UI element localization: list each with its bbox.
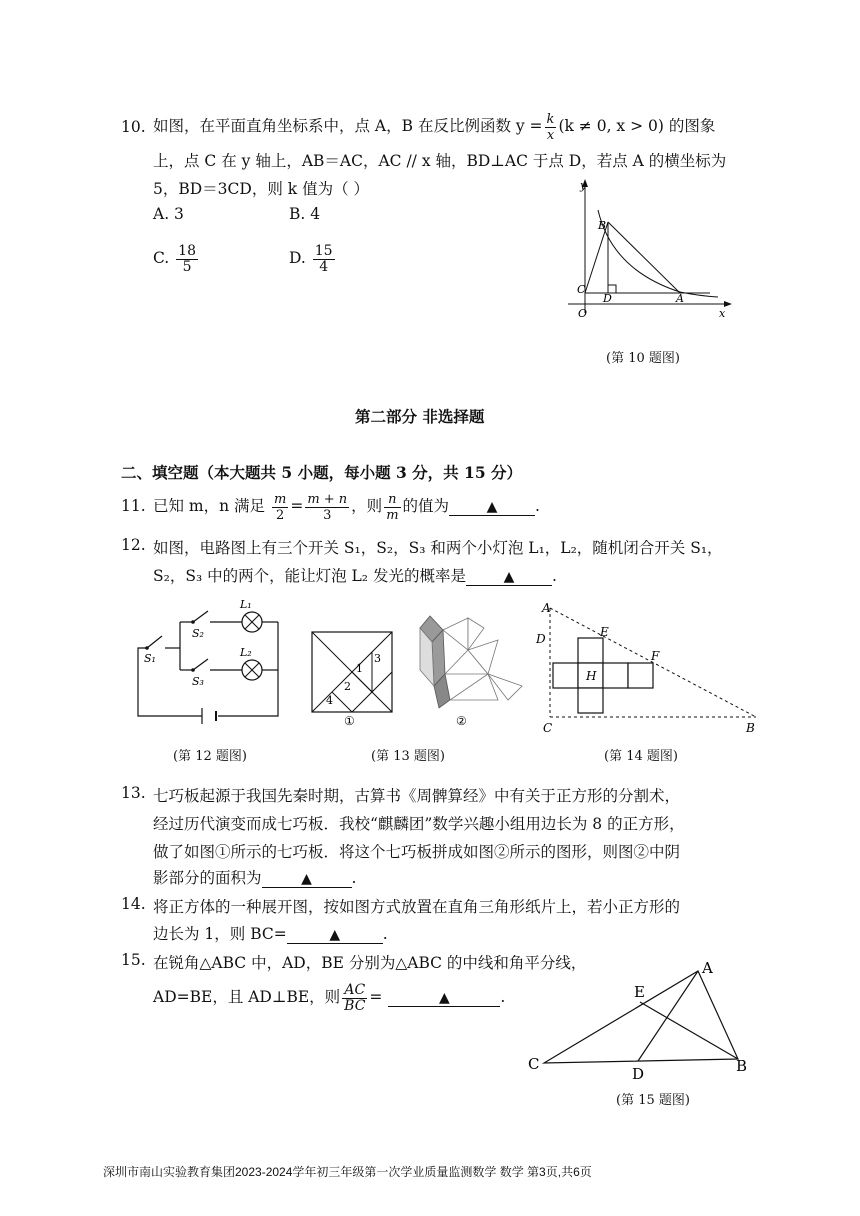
fig10-label-b: B [598, 219, 607, 232]
fig14-label-a: A [542, 601, 551, 615]
fig15-label-a: A [702, 959, 713, 977]
fig15-label-e: E [634, 983, 645, 1001]
section2-title: 二、填空题（本大题共 5 小题，每小题 3 分，共 15 分） [121, 463, 523, 482]
tangram2-piece-a [443, 618, 468, 650]
q15-line2 [153, 977, 505, 1017]
q10-option-d-frac [313, 244, 335, 275]
q10-option-c-num: 18 [178, 242, 196, 259]
q15-frac-den: BC [344, 997, 366, 1014]
q12-line2-text: S₂，S₃ 中的两个，能让灯泡 L₂ 发光的概率是 [153, 567, 466, 585]
fig10-label-d: D [603, 292, 612, 305]
q13-line3: 做了如图①所示的七巧板．将这个七巧板拼成如图②所示的图形，则图②中阴 [153, 843, 681, 861]
q11-frac2-den: 3 [323, 507, 332, 523]
q11-frac1-num: m [273, 491, 287, 507]
q10-line2: 上，点 C 在 y 轴上，AB＝AC，AC // x 轴，BD⊥AC 于点 D，若点 A 的横坐标为 [153, 152, 727, 170]
net-square-left [553, 663, 578, 688]
q14-answer-blank[interactable]: ▲ [287, 927, 383, 944]
fig13-label-circle2: ② [456, 714, 467, 728]
q10-option-d [289, 238, 337, 278]
q15-line1: 在锐角△ABC 中，AD，BE 分别为△ABC 的中线和角平分线， [153, 954, 587, 972]
fig10-label-c: C [577, 283, 586, 296]
fig14-caption: (第 14 题图) [604, 749, 678, 764]
q10-option-c [153, 238, 200, 278]
fig15-label-d: D [632, 1065, 645, 1083]
q13-line4 [153, 866, 356, 888]
fig14-label-e: E [600, 625, 609, 639]
q10-option-c-frac [176, 244, 198, 275]
q11-frac3-den: m [386, 507, 399, 523]
fig12-caption: (第 12 题图) [173, 749, 247, 764]
tangram-cut-e [332, 692, 352, 712]
q12-end: . [551, 567, 557, 585]
fig10-label-a: A [676, 292, 684, 305]
fig14-label-d: D [536, 632, 546, 646]
fig14-label-h: H [586, 669, 597, 683]
fig10-label-x: x [719, 307, 726, 320]
figure-10 [560, 175, 740, 325]
q13-line4-text: 影部分的面积为 [153, 869, 262, 887]
q11-end: . [535, 497, 540, 515]
q11-eq: = [290, 497, 304, 515]
fig13-caption: (第 13 题图) [371, 749, 445, 764]
q15-answer-blank[interactable]: ▲ [388, 990, 500, 1007]
fig15-label-b: B [736, 1057, 748, 1075]
q13-number: 13. [121, 784, 146, 802]
fig15-label-c: C [528, 1055, 540, 1073]
q11-line [153, 487, 540, 525]
fig13-label-1: 1 [356, 662, 363, 675]
q10-option-b: B. 4 [289, 205, 321, 223]
tangram-cut-f [352, 672, 372, 692]
figure-14-cube-net [536, 598, 768, 738]
q10-option-d-label: D. [289, 249, 306, 267]
q14-number: 14. [121, 895, 146, 913]
q14-end: . [382, 925, 388, 943]
figure-15-triangle [526, 955, 756, 1083]
fig13-label-2: 2 [344, 680, 351, 693]
q13-line1: 七巧板起源于我国先秦时期，古算书《周髀算经》中有关于正方形的分割术， [153, 787, 681, 805]
fig10-label-y: y [580, 179, 587, 192]
fig14-label-f: F [651, 649, 660, 663]
q10-line3: 5，BD＝3CD，则 k 值为（ ） [153, 180, 370, 198]
hyperbola-curve [598, 210, 718, 297]
q14-line1: 将正方体的一种展开图，按如图方式放置在直角三角形纸片上，若小正方形的 [153, 898, 681, 916]
q12-line2 [153, 564, 557, 586]
q15-end: . [500, 988, 506, 1006]
q10-fraction [545, 112, 557, 143]
median-ad [638, 971, 698, 1061]
q11-answer-blank[interactable]: ▲ [449, 499, 535, 516]
fig14-label-c: C [543, 721, 553, 735]
fig13-label-4: 4 [326, 694, 333, 707]
q11-frac1 [272, 492, 288, 523]
switch-s3-pivot [191, 668, 195, 672]
q10-frac-num: k [546, 111, 555, 127]
q11-text-b: ，则 [351, 497, 383, 515]
q10-option-d-den: 4 [319, 258, 329, 275]
fig15-caption: (第 15 题图) [616, 1093, 690, 1108]
q14-line2-text: 边长为 1，则 BC= [153, 925, 287, 943]
fig13-label-3: 3 [374, 652, 381, 665]
q11-frac3-num: n [384, 492, 400, 508]
switch-s1-lever [147, 636, 162, 648]
q12-number: 12. [121, 536, 146, 554]
q15-frac-num: AC [342, 983, 367, 999]
q11-text-c: 的值为 [402, 497, 450, 515]
q10-frac-den: x [546, 127, 555, 143]
part2-title: 第二部分 非选择题 [355, 407, 485, 426]
q15-line2-text: AD=BE，且 AD⊥BE，则 [153, 988, 341, 1006]
figure-13-tangram [308, 600, 526, 730]
q15-fraction [342, 983, 367, 1014]
q13-answer-blank[interactable]: ▲ [262, 871, 352, 888]
switch-s3-lever [193, 659, 208, 670]
switch-s1-pivot [145, 646, 149, 650]
fig12-label-s1: S₁ [144, 652, 156, 665]
q15-eq: = [369, 988, 383, 1006]
q13-end: . [351, 869, 357, 887]
fig10-caption: (第 10 题图) [606, 351, 680, 366]
q10-line1-b: (k ≠ 0, x > 0) 的图象 [558, 117, 716, 135]
net-square-bottom [578, 688, 603, 713]
switch-s2-lever [193, 611, 208, 622]
fig10-label-o: O [578, 307, 588, 320]
fig14-label-b: B [746, 721, 755, 735]
q10-option-a: A. 3 [153, 205, 184, 223]
segment-ba [608, 222, 680, 293]
q13-line2: 经过历代演变而成七巧板．我校“麒麟团”数学兴趣小组用边长为 8 的正方形， [153, 815, 685, 833]
fig12-label-s3: S₃ [192, 675, 204, 688]
fig13-label-circle1: ① [344, 714, 355, 728]
q14-line2 [153, 922, 388, 944]
q12-answer-blank[interactable]: ▲ [466, 569, 552, 586]
q12-line1: 如图，电路图上有三个开关 S₁，S₂，S₃ 和两个小灯泡 L₁，L₂，随机闭合开关 S₁， [153, 539, 723, 557]
q11-frac1-den: 2 [276, 507, 285, 523]
q11-number: 11. [121, 497, 146, 515]
switch-s2-pivot [191, 620, 195, 624]
q15-number: 15. [121, 951, 146, 969]
net-square-mid [603, 663, 628, 688]
q11-frac2 [305, 492, 349, 523]
fig12-label-l1: L₁ [240, 598, 252, 611]
q10-option-d-num: 15 [314, 242, 333, 259]
net-square-top [578, 638, 603, 663]
q11-frac3 [384, 492, 400, 523]
page-footer: 深圳市南山实验教育集团2023-2024学年初三年级第一次学业质量监测数学 数学 第3页,共6页 [103, 1165, 592, 1179]
fig12-label-s2: S₂ [192, 627, 204, 640]
q11-frac2-num: m + n [307, 491, 348, 507]
figure-12-circuit [130, 598, 290, 723]
cube-net [553, 638, 653, 713]
q11-text-a: 已知 m，n 满足 [153, 497, 266, 515]
bisector-be [640, 1002, 738, 1059]
segment-bc [585, 222, 608, 293]
net-square-right [628, 663, 653, 688]
q10-line1-a: 如图，在平面直角坐标系中，点 A，B 在反比例函数 y = [153, 117, 543, 135]
q10-line1 [153, 108, 715, 144]
q10-number: 10. [121, 118, 146, 136]
q10-option-c-label: C. [153, 249, 170, 267]
q10-option-c-den: 5 [182, 258, 192, 275]
fig12-label-l2: L₂ [240, 646, 252, 659]
